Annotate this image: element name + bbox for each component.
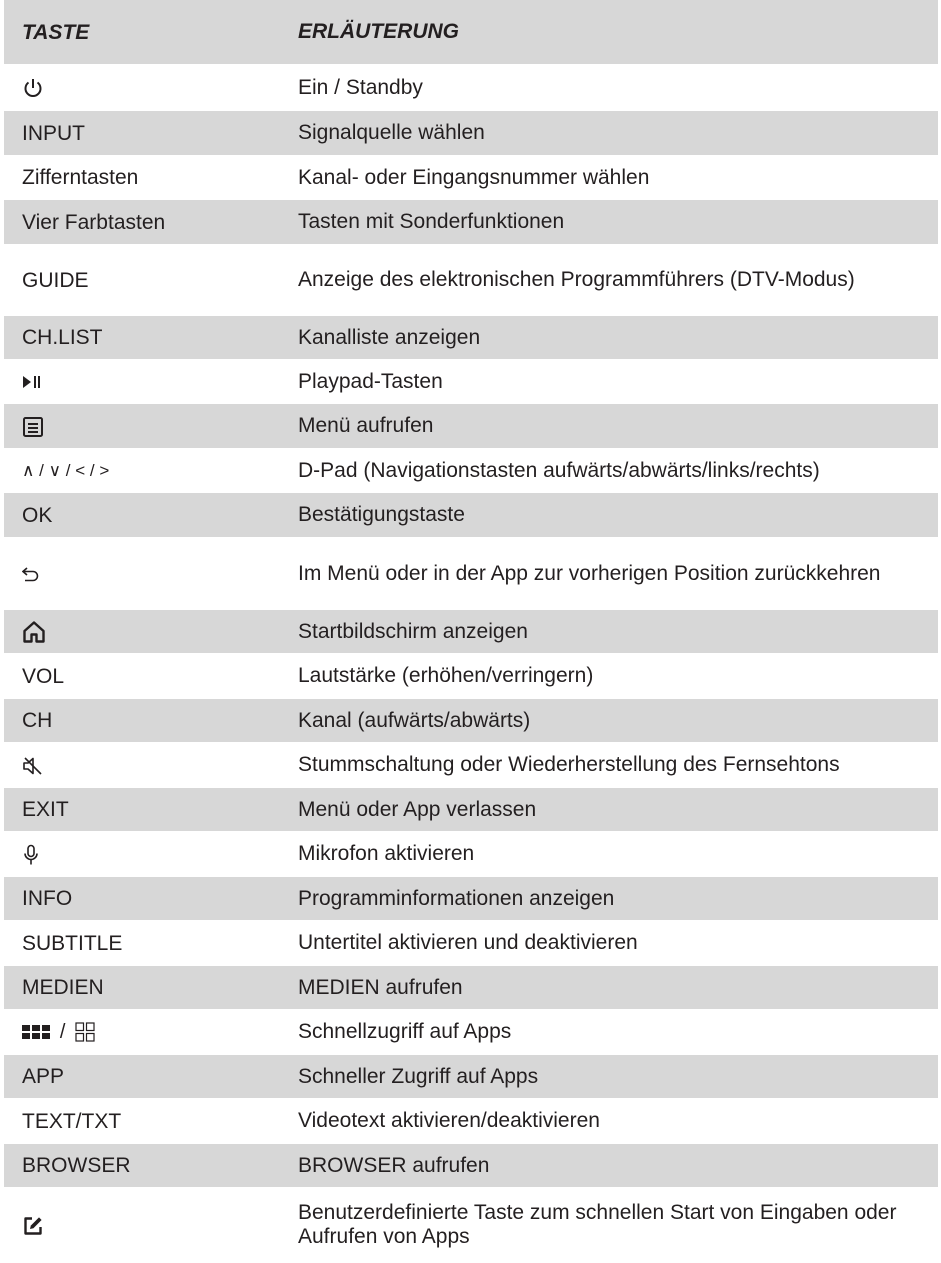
description-cell: Schnellzugriff auf Apps — [298, 1020, 512, 1043]
description-cell: Videotext aktivieren/deaktivieren — [298, 1109, 600, 1132]
description-cell: Im Menü oder in der App zur vorherigen Position zurückkehren — [298, 561, 881, 585]
microphone-icon — [22, 844, 40, 866]
table-row — [4, 1144, 938, 1188]
key-cell: APP — [22, 1065, 65, 1088]
apps-grid-icon — [22, 1023, 50, 1041]
mute-icon — [22, 756, 44, 776]
key-cell: Zifferntasten — [22, 166, 139, 189]
key-cell: MEDIEN — [22, 976, 104, 999]
description-cell: Benutzerdefinierte Taste zum schnellen Start von Eingaben oder Aufrufen von Apps — [298, 1201, 897, 1248]
key-cell: CH — [22, 709, 53, 732]
key-cell: ∧ / ∨ / < / > — [22, 461, 110, 480]
remote-keys-table — [4, 0, 938, 1263]
key-cell: OK — [22, 503, 53, 527]
description-cell: Ein / Standby — [298, 75, 423, 99]
table-row — [4, 111, 938, 156]
description-cell: Schneller Zugriff auf Apps — [298, 1064, 539, 1088]
key-cell: SUBTITLE — [22, 931, 123, 955]
table-row — [4, 966, 938, 1010]
key-cell — [4, 75, 298, 100]
key-cell — [4, 1213, 298, 1238]
key-cell: INFO — [22, 887, 73, 910]
power-icon — [22, 77, 44, 99]
table-row — [4, 65, 938, 111]
table-row — [4, 156, 938, 200]
key-cell — [4, 561, 298, 586]
description-cell: Lautstärke (erhöhen/verringern) — [298, 664, 594, 687]
home-icon — [22, 620, 46, 644]
description-cell: Menü aufrufen — [298, 414, 434, 437]
key-cell — [4, 842, 298, 867]
description-cell: BROWSER aufrufen — [298, 1153, 490, 1177]
table-row — [4, 538, 938, 610]
table-row — [4, 743, 938, 788]
description-cell: Anzeige des elektronischen Programmführers (DTV-Modus) — [298, 268, 855, 291]
table-row — [4, 1188, 938, 1263]
key-cell — [4, 1019, 298, 1045]
table-row — [4, 1099, 938, 1144]
table-row — [4, 877, 938, 921]
key-cell: TEXT/TXT — [22, 1109, 122, 1133]
key-cell — [4, 753, 298, 778]
apps-outline-icon — [75, 1022, 95, 1042]
key-cell: VOL — [22, 664, 65, 688]
description-cell: Kanal- oder Eingangsnummer wählen — [298, 165, 650, 189]
table-row — [4, 921, 938, 966]
header-description: ERLÄUTERUNG — [298, 20, 459, 43]
description-cell: Programminformationen anzeigen — [298, 886, 615, 910]
key-cell: GUIDE — [22, 268, 89, 292]
description-cell: Stummschaltung oder Wiederherstellung des Fernsehtons — [298, 753, 840, 776]
key-cell: Vier Farbtasten — [22, 210, 166, 234]
description-cell: MEDIEN aufrufen — [298, 975, 463, 999]
header-key: TASTE — [22, 20, 90, 44]
edit-icon — [22, 1215, 44, 1237]
table-row — [4, 245, 938, 316]
description-cell: Tasten mit Sonderfunktionen — [298, 210, 565, 233]
key-cell: INPUT — [22, 121, 85, 145]
table-row — [4, 200, 938, 245]
table-row — [4, 1010, 938, 1055]
description-cell: Bestätigungstaste — [298, 503, 465, 526]
key-cell: BROWSER — [22, 1154, 131, 1177]
back-icon — [22, 566, 40, 582]
key-separator: / — [59, 1021, 66, 1043]
table-row — [4, 699, 938, 743]
description-cell: Playpad-Tasten — [298, 369, 443, 393]
table-row — [4, 788, 938, 832]
table-row — [4, 316, 938, 360]
table-row — [4, 832, 938, 877]
description-cell: Mikrofon aktivieren — [298, 842, 475, 865]
key-cell: CH.LIST — [22, 326, 103, 349]
menu-icon — [22, 416, 44, 438]
table-row — [4, 654, 938, 699]
key-cell: EXIT — [22, 798, 69, 821]
table-header — [4, 0, 938, 65]
description-cell: Signalquelle wählen — [298, 121, 485, 144]
description-cell: D-Pad (Navigationstasten aufwärts/abwärts/links/rechts) — [298, 458, 820, 482]
description-cell: Kanal (aufwärts/abwärts) — [298, 708, 531, 732]
description-cell: Menü oder App verlassen — [298, 797, 537, 821]
description-cell: Untertitel aktivieren und deaktivieren — [298, 931, 638, 954]
key-cell — [4, 619, 298, 644]
play-pause-icon — [22, 375, 42, 389]
table-row — [4, 449, 938, 493]
key-cell — [4, 369, 298, 394]
table-row — [4, 404, 938, 449]
description-cell: Kanalliste anzeigen — [298, 325, 481, 349]
table-row — [4, 493, 938, 538]
table-row — [4, 610, 938, 654]
table-row — [4, 360, 938, 404]
description-cell: Startbildschirm anzeigen — [298, 619, 528, 643]
table-row — [4, 1055, 938, 1099]
key-cell — [4, 414, 298, 439]
